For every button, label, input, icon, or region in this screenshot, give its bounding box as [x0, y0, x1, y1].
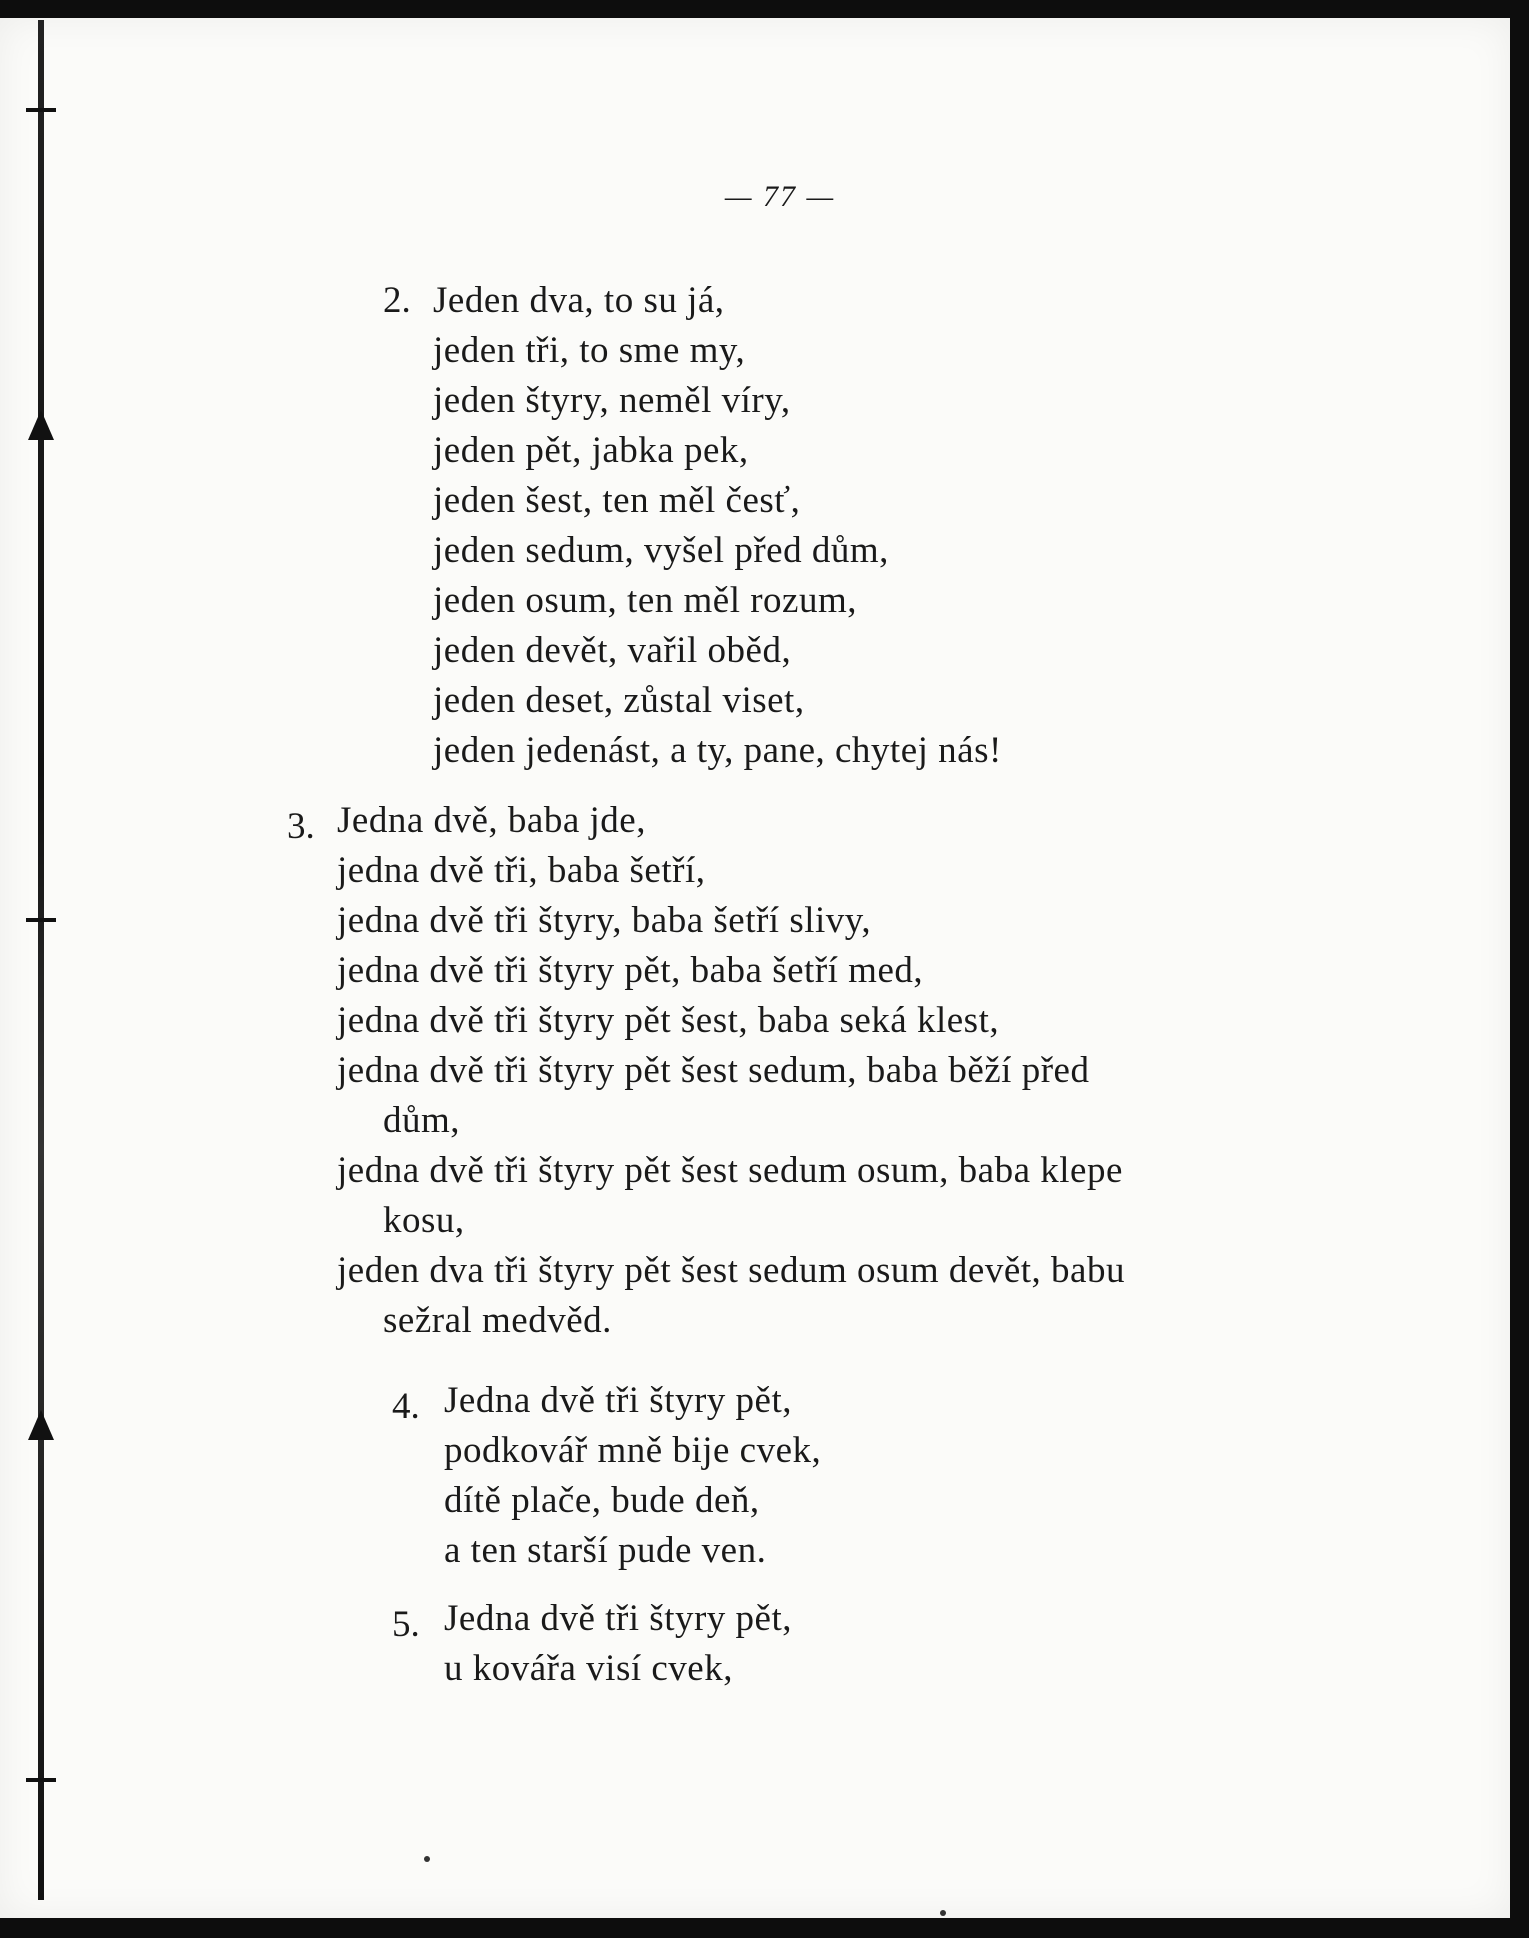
binding-mark [26, 1778, 56, 1782]
verse-line: podkovář mně bije cvek, [444, 1430, 822, 1471]
verse-line: jeden dva tři štyry pět šest sedum osum devět, babu [337, 1250, 1125, 1291]
verse-line: Jedna dvě tři štyry pět, [444, 1598, 792, 1639]
verse-line: Jeden dva, to su já, [433, 280, 725, 321]
binding-arrow-icon [28, 1410, 54, 1440]
verse-line: jeden devět, vařil oběd, [433, 630, 792, 671]
verse-line: jeden šest, ten měl česť, [433, 480, 801, 521]
verse-line: jeden tři, to sme my, [433, 330, 746, 371]
page-number: — 77 — [724, 180, 836, 213]
verse-line: jeden pět, jabka pek, [433, 430, 749, 471]
verse-line: jedna dvě tři štyry pět, baba šetří med, [337, 950, 924, 991]
verse-line: jeden štyry, neměl víry, [433, 380, 791, 421]
verse-line: a ten starší pude ven. [444, 1530, 767, 1571]
stanza-number: 2. [383, 280, 411, 321]
verse-line: u kovářa visí cvek, [444, 1648, 733, 1689]
verse-line: jeden sedum, vyšel před dům, [433, 530, 889, 571]
verse-line: jeden deset, zůstal viset, [433, 680, 805, 721]
verse-line-continuation: kosu, [383, 1200, 465, 1241]
verse-line: Jedna dvě, baba jde, [337, 800, 646, 841]
verse-line: jedna dvě tři štyry pět šest, baba seká klest, [337, 1000, 1000, 1041]
verse-line: jedna dvě tři, baba šetří, [337, 850, 706, 891]
stanza-number: 4. [392, 1386, 420, 1427]
binding-edge [38, 20, 44, 1900]
verse-line: jedna dvě tři štyry pět šest sedum, baba běží před [337, 1050, 1090, 1091]
stanza-number: 3. [287, 806, 315, 847]
verse-line: jeden jedenást, a ty, pane, chytej nás! [433, 730, 1002, 771]
binding-arrow-icon [28, 410, 54, 440]
verse-line: jedna dvě tři štyry pět šest sedum osum, baba klepe [337, 1150, 1123, 1191]
verse-line: jedna dvě tři štyry, baba šetří slivy, [337, 900, 872, 941]
verse-line: jeden osum, ten měl rozum, [433, 580, 858, 621]
stanza-number: 5. [392, 1604, 420, 1645]
verse-line-continuation: sežral medvěd. [383, 1300, 612, 1341]
stanza-3 [287, 796, 1125, 1346]
verse-line-continuation: dům, [383, 1100, 461, 1141]
binding-mark [26, 918, 56, 922]
stanza-4 [392, 1376, 822, 1576]
print-speck [424, 1856, 430, 1862]
verse-line: dítě plače, bude deň, [444, 1480, 760, 1521]
verse-line: Jedna dvě tři štyry pět, [444, 1380, 792, 1421]
stanza-5 [392, 1594, 792, 1694]
print-speck [940, 1910, 946, 1916]
stanza-2 [383, 276, 1002, 776]
binding-mark [26, 108, 56, 112]
